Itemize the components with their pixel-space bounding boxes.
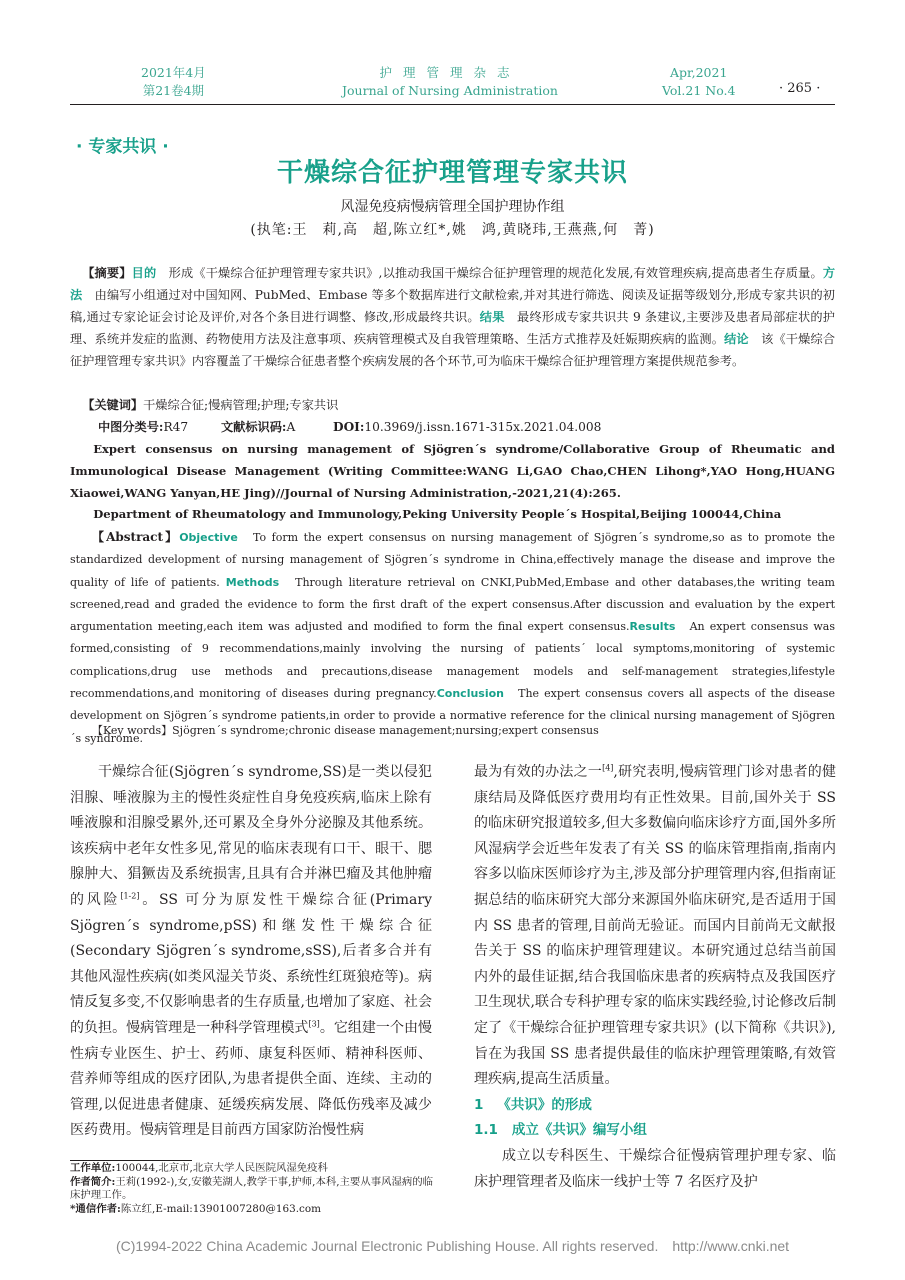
page-number: · 265 · <box>779 81 821 96</box>
objective-text: 形成《干燥综合征护理管理专家共识》,以推动我国干燥综合征护理管理的规范化发展,有效管理疾病,提高患者生存质量。 <box>156 266 823 280</box>
section-heading <box>474 1093 836 1119</box>
footnotes <box>70 1162 442 1216</box>
methods-en-text: Through literature retrieval on CNKI,PubMed,Embase and other databases,the writing team screened,read and graded the evidence to form the first draft of the expert consensus.After discussion and evaluation by the expert argumentation meeting,each item was adjusted and modified to form the final expert consensus. <box>70 575 835 634</box>
footnote-text: 王莉(1992-),女,安徽芜湖人,教学干事,护师,本科,主要从事风湿病的临床护理工作。 <box>70 1175 434 1202</box>
body-paragraph: 成立以专科医生、干燥综合征慢病管理护理专家、临床护理管理者及临床一线护士等 7 名医疗及护 <box>474 1147 836 1190</box>
results-text: 最终形成专家共识共 9 条建议,主要涉及患者局部症状的护理、系统并发症的监测、药物使用方法及注意事项、疾病管理模式及自我管理策略、生活方式推荐及妊娠期疾病的监测。 <box>70 310 835 346</box>
article-title: 干燥综合征护理管理专家共识 <box>276 158 628 188</box>
abstract-label: 【摘要】 <box>82 266 132 280</box>
header-right <box>662 64 735 100</box>
header-volume-en: Vol.21 No.4 <box>662 83 736 98</box>
body-text: 。SS 可分为原发性干燥综合征(Primary Sjögren´s syndrome,pSS)和继发性干燥综合征(Secondary Sjögren´s syndrome,sSS),后者多合并有其他风湿性疾病(如类风湿关节炎、系统性红斑狼疮等)。病情反复多变,不仅影响患者的生存质量,也增加了家庭、社会的负担。慢病管理是一种科学管理模式 <box>70 891 433 1036</box>
header-date-en: Apr,2021 <box>670 65 728 80</box>
writing-committee: (执笔:王 莉,高 超,陈立红*,姚 鸿,黄晓玮,王燕燕,何 菁) <box>250 222 655 238</box>
results-en-text: An expert consensus was formed,consisting of 9 recommendations,mainly involving the nursing of patients´ local symptoms,monitoring of systemic complications,drug use methods and precautions,disease management models and self-management strategies,lifestyle recommendations,and monitoring of diseases during pregnancy. <box>70 620 835 701</box>
keywords-en <box>70 720 835 742</box>
journal-name-en: Journal of Nursing Administration <box>342 83 558 98</box>
subsection-heading <box>474 1118 836 1144</box>
doi-value: 10.3969/j.issn.1671-315x.2021.04.008 <box>364 420 602 434</box>
conclusion-en-label: Conclusion <box>436 687 505 701</box>
clc-value: R47 <box>163 420 189 434</box>
methods-text: 由编写小组通过对中国知网、PubMed、Embase 等多个数据库进行文献检索,并对其进行筛选、阅读及证据等级划分,形成专家共识的初稿,通过专家论证会讨论及评价,对各个条目进行调整、修改,形成最终共识。 <box>70 288 835 324</box>
doi <box>333 416 601 438</box>
clc-number <box>98 416 188 438</box>
author-group: 风湿免疫病慢病管理全国护理协作组 <box>340 199 565 215</box>
body-left-column <box>70 760 432 1144</box>
copyright-footer: (C)1994-2022 China Academic Journal Electronic Publishing House. All rights reserved. http://www.cnki.net <box>115 1238 790 1254</box>
header-left <box>141 64 206 100</box>
body-right-column <box>474 760 836 1195</box>
body-paragraph <box>70 760 432 1144</box>
body-text: 。它组建一个由慢性病专业医生、护士、药师、康复科医师、精神科医师、营养师等组成的医疗团队,为患者提供全面、连续、主动的管理,以促进患者健康、延缓疾病发展、降低伤残率及减少医药费用。慢病管理是目前西方国家防治慢性病 <box>70 1019 433 1139</box>
clc-label: 中图分类号: <box>98 420 164 434</box>
results-label: 结果 <box>479 310 505 324</box>
journal-name-cn: 护理管理杂志 <box>379 65 521 80</box>
footnote-label: 作者简介: <box>70 1175 116 1188</box>
subsection-number: 1.1 <box>474 1122 498 1139</box>
objective-en-text: To form the expert consensus on nursing management of Sjögren´s syndrome,so as to promote the standardized development of nursing management of Sjögren´s syndrome in China,effectively manage the disease and improve the quality of life of patients. <box>70 531 835 589</box>
english-affiliation: Department of Rheumatology and Immunology,Peking University People´s Hospital,Beijing 100044,China <box>93 507 782 521</box>
body-text: 最为有效的办法之一 <box>474 764 603 780</box>
body-text: ,研究表明,慢病管理门诊对患者的健康结局及降低医疗费用均有正性效果。目前,国外关于 SS 的临床研究报道较多,但大多数偏向临床诊疗方面,国外多所风湿病学会近些年发表了有关 SS 的临床管理指南,指南内容多以临床医师诊疗为主,涉及部分护理管理内容,但指南证据总结的临床研究大部分来源国外临床研究,是否适用于国内 SS 患者的管理,目前尚无验证。而国内目前尚无文献报告关于 SS 的临床护理管理建议。本研究通过总结当前国内外的最佳证据,结合我国临床患者的疾病特点及我国医疗卫生现状,联合专科护理专家的临床实践经验,讨论修改后制定了《干燥综合征护理管理专家共识》(以下简称《共识》),旨在为我国 SS 患者提供最佳的临床护理管理策略,有效管理疾病,提高生活质量。 <box>474 764 837 1088</box>
header-date: 2021年4月 <box>141 65 206 80</box>
keywords-label: 【关键词】 <box>82 398 144 412</box>
subsection-title: 成立《共识》编写小组 <box>511 1122 647 1139</box>
keywords-text: 干燥综合征;慢病管理;护理;专家共识 <box>143 398 339 412</box>
body-paragraph <box>474 760 836 1093</box>
footnote-rule <box>70 1160 192 1161</box>
section-title: 《共识》的形成 <box>497 1096 592 1113</box>
footnote-corresponding <box>70 1203 442 1217</box>
header-journal <box>330 64 570 100</box>
objective-label: 目的 <box>131 266 157 280</box>
column-tag: · 专家共识 · <box>76 137 169 157</box>
doi-label: DOI: <box>333 420 365 434</box>
methods-label: 方法 <box>70 266 836 302</box>
footnote-text: 陈立红,E-mail:13901007280@163.com <box>120 1202 321 1215</box>
footnote-label: 工作单位: <box>70 1162 116 1174</box>
conclusion-label: 结论 <box>724 332 749 346</box>
conclusion-en-text: The expert consensus covers all aspects of the disease development on Sjögren´s syndrome patients,in order to provide a normative reference for the clinical nursing management of Sjögren´s syndrome. <box>70 687 835 745</box>
footnote-text: 100044,北京市,北京大学人民医院风湿免疫科 <box>115 1162 328 1174</box>
abstract-en-label: 【Abstract】 <box>92 530 180 544</box>
citation: [4] <box>602 763 614 773</box>
keywords-cn <box>70 394 835 416</box>
body-text: 干燥综合征(Sjögren´s syndrome,SS)是一类以侵犯泪腺、唾液腺为主的慢性炎症性自身免疫疾病,临床上除有唾液腺和泪腺受累外,还可累及全身外分泌腺及其他系统。该疾病中老年女性多见,常见的临床表现有口干、眼干、腮腺肿大、猖獗齿及系统损害,且具有合并淋巴瘤及其他肿瘤的风险 <box>70 764 432 908</box>
methods-en-label: Methods <box>225 575 280 589</box>
footnote-unit <box>70 1162 442 1176</box>
keywords-en-label: 【Key words】 <box>92 724 173 737</box>
keywords-en-text: Sjögren´s syndrome;chronic disease management;nursing;expert consensus <box>172 724 599 737</box>
conclusion-text: 该《干燥综合征护理管理专家共识》内容覆盖了干燥综合征患者整个疾病发展的各个环节,可为临床干燥综合征护理管理方案提供规范参考。 <box>70 332 836 368</box>
abstract-en <box>70 526 835 750</box>
citation: [3] <box>308 1019 320 1029</box>
header-rule <box>70 104 835 105</box>
section-number: 1 <box>474 1096 484 1113</box>
doc-label: 文献标识码: <box>221 420 287 434</box>
doc-code <box>221 416 295 438</box>
abstract-cn <box>70 262 835 372</box>
footnote-label: *通信作者: <box>70 1202 121 1215</box>
results-en-label: Results <box>629 620 676 634</box>
objective-en-label: Objective <box>179 531 238 544</box>
doc-value: A <box>286 420 296 434</box>
header-issue: 第21卷4期 <box>142 83 205 98</box>
footnote-author <box>70 1176 442 1203</box>
english-title: Expert consensus on nursing management of Sjögren´s syndrome/Collaborative Group of Rheumatic and Immunological Disease Management (Writing Committee:WANG Li,GAO Chao,CHEN Lihong*,YAO Hong,HUANG Xiaowei,WANG Yanyan,HE Jing)//Journal of Nursing Administration,-2021,21(4):265. <box>70 442 835 500</box>
citation: [1-2] <box>120 891 140 901</box>
